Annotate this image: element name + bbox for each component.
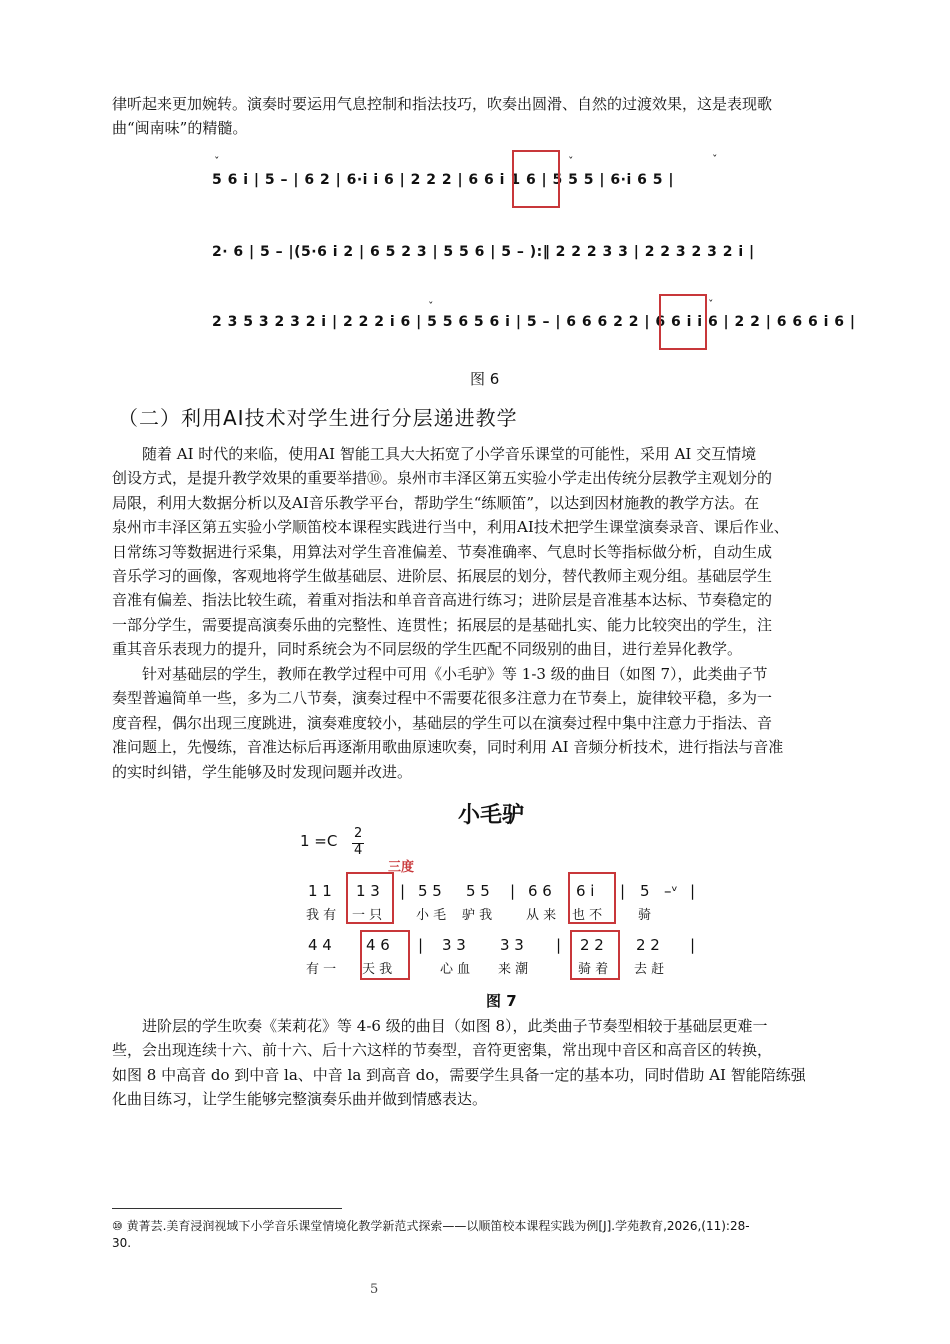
note-group: 2 2: [580, 936, 604, 954]
bar-line: |: [556, 936, 562, 954]
text-line: 一部分学生，需要提高演奏乐曲的完整性、连贯性；拓展层的是基础扎实、能力比较突出的学生，注: [112, 615, 773, 634]
lyric: 去 赶: [634, 962, 665, 977]
lyric: 来 潮: [498, 962, 529, 977]
text-line: 音乐学习的画像，客观地将学生做基础层、进阶层、拓展层的划分，替代教师主观分组。基础层学生: [112, 567, 773, 586]
note-group: 1 3: [356, 882, 380, 900]
section-heading: （二）利用AI技术对学生进行分层递进教学: [118, 406, 518, 430]
interval-annotation: 三度: [388, 860, 415, 875]
lyric: 驴 我: [462, 908, 493, 923]
text-line: 进阶层的学生吹奏《茉莉花》等 4-6 级的曲目（如图 8），此类曲子节奏型相较于基础层更难一: [142, 1017, 768, 1035]
lyric: 骑: [638, 908, 652, 923]
highlight-box: [360, 930, 410, 980]
key-signature: 1 =C: [300, 832, 338, 850]
note-group: –ᵛ: [664, 882, 678, 900]
note-group: 1 1: [308, 882, 332, 900]
lyric: 小 毛: [416, 908, 447, 923]
note-group: 2 2: [636, 936, 660, 954]
text-line: 准问题上，先慢练，音准达标后再逐渐用歌曲原速吹奏，同时利用 AI 音频分析技术，进行指法与音准: [112, 738, 784, 757]
text-line: 随着 AI 时代的来临，使用AI 智能工具大大拓宽了小学音乐课堂的可能性，采用 AI 交互情境: [142, 445, 757, 463]
lyric: 心 血: [440, 962, 471, 977]
bar-line: |: [690, 936, 696, 954]
highlight-box: [659, 294, 707, 350]
footnote: [112, 1218, 862, 1252]
text-line: 些，会出现连续十六、前十六、后十六这样的节奏型，音符更密集，常出现中音区和高音区的转换，: [112, 1041, 773, 1060]
bar-line: |: [400, 882, 406, 900]
lyric: 有 一: [306, 962, 337, 977]
paragraph-1: [112, 442, 857, 662]
text-line: 度音程，偶尔出现三度跳进，演奏难度较小，基础层的学生可以在演奏过程中集中注意力于指法、音: [112, 713, 773, 732]
text-line: 创设方式，是提升教学效果的重要举措⑩。泉州市丰泽区第五实验小学走出传统分层教学主观划分的: [112, 469, 773, 488]
lyric: 骑 着: [578, 962, 609, 977]
page-number: 5: [370, 1282, 379, 1297]
figure-7-caption: 图 7: [486, 992, 517, 1010]
score-row: 5 6 i | 5 – | 6 2 | 6·i i 6 | 2 2 2 | 6 6 i 1 6 | 5 5 5 | 6·i 6 5 |: [212, 172, 674, 188]
note-group: 6 6: [528, 882, 552, 900]
score-row: 2 3 5 3 2 3 2 i | 2 2 2 i 6 | 5 5 6 5 6 i | 5 – | 6 6 6 2 2 | 6 6 i i 6 | 2 2 | 6 6 6 i 6 |: [212, 314, 856, 330]
bar-line: |: [418, 936, 424, 954]
text-line: 泉州市丰泽区第五实验小学顺笛校本课程实践进行当中，利用AI技术把学生课堂演奏录音、课后作业、: [112, 518, 789, 537]
note-group: 3 3: [500, 936, 524, 954]
text-line: 如图 8 中高音 do 到中音 la、中音 la 到高音 do，需要学生具备一定的基本功，同时借助 AI 智能陪练强: [112, 1065, 806, 1084]
lyric: 天 我: [362, 962, 393, 977]
text-line: 律听起来更加婉转。演奏时要运用气息控制和指法技巧，吹奏出圆滑、自然的过渡效果，这是表现歌: [112, 95, 773, 113]
footnote-line: 30.: [112, 1236, 132, 1250]
text-line: 针对基础层的学生，教师在教学过程中可用《小毛驴》等 1-3 级的曲目（如图 7），此类曲子节: [142, 665, 768, 683]
note-group: 3 3: [442, 936, 466, 954]
text-line: 日常练习等数据进行采集，用算法对学生音准偏差、节奏准确率、气息时长等指标做分析，自动生成: [112, 542, 773, 561]
text-line: 音准有偏差、指法比较生疏，着重对指法和单音音高进行练习；进阶层是音准基本达标、节奏稳定的: [112, 591, 773, 610]
text-line: 的实时纠错，学生能够及时发现问题并改进。: [112, 762, 413, 781]
highlight-box: [568, 872, 616, 924]
footnote-rule: [112, 1208, 342, 1209]
text-line: 化曲目练习，让学生能够完整演奏乐曲并做到情感表达。: [112, 1090, 488, 1109]
note-group: 4 6: [366, 936, 390, 954]
footnote-line: ⑩ 黄菁芸.美育浸润视域下小学音乐课堂情境化教学新范式探索——以顺笛校本课程实践为例[J].学苑教育,2026,(11):28-: [112, 1219, 750, 1233]
lyric: 我 有: [306, 908, 337, 923]
lyric: 也 不: [572, 908, 603, 923]
text-line: 曲“闽南味”的精髓。: [112, 119, 248, 138]
document-page: 律听起来更加婉转。演奏时要运用气息控制和指法技巧，吹奏出圆滑、自然的过渡效果，这是表现歌 曲“闽南味”的精髓。 ˇ ˇ ˇ 5 6 i | 5 – | 6 2 | 6·i i 6 | 2 2 2 | 6 6 i 1 6 | 5 5 5 | 6·i 6 5 | 2· 6 | 5 – |(5·6 i 2 | 6 5 2 3 | 5 5 6 | 5 – ):‖ 2 2 2 3 3 | 2 2 3 2 3 2 i | ˇ ˇ 2 3 5 3 2 3 2 i | 2 2 2 i 6 | 5 5 6 5 6 i | 5 – | 6 6 6 2 2 | 6 6 i i 6 | 2 2 | 6 6 6 i 6 | 图 6 （二）利用AI技术对学生进行分层递进教学 随着 AI 时代的来临，使用AI 智能工具大大拓宽了小学音乐课堂的可能性，采用 AI 交互情境 创设方式，是提升教学效果的重要举措⑩。泉州市丰泽区第五实验小学走出传统分层教学主观划分的 局限，利用大数据分析以及AI音乐教学平台，帮助学生“练顺笛”，以达到因材施教的教学方法。在 泉州市丰泽区第五实验小学顺笛校本课程实践进行当中，利用AI技术把学生课堂演奏录音、课后作业、 日常练习等数据进行采集，用算法对学生音准偏差、节奏准确率、气息时长等指标做分析，自动生成 音乐学习的画像，客观地将学生做基础层、进阶层、拓展层的划分，替代教师主观分组。基础层学生 音准有偏差、指法比较生疏，着重对指法和单音音高进行练习；进阶层是音准基本达标、节奏稳定的 一部分学生，需要提高演奏乐曲的完整性、连贯性；拓展层的是基础扎实、能力比较突出的学生，注 重其音乐表现力的提升，同时系统会为不同层级的学生匹配不同级别的曲目，进行差异化教学。 针对基础层的学生，教师在教学过程中可用《小毛驴》等 1-3 级的曲目（如图 7），此类曲子节 奏型普遍简单一些，多为二八节奏，演奏过程中不需要花很多注意力在节奏上，旋律较平稳，多为一 度音程，偶尔出现三度跳进，演奏难度较小，基础层的学生可以在演奏过程中集中注意力于指法、音 准问题上，先慢练，音准达标后再逐渐用歌曲原速吹奏，同时利用 AI 音频分析技术，进行指法与音准 的实时纠错，学生能够及时发现问题并改进。 小毛驴 1 =C 2 4 三度 1 1 1 3 | 5 5 5 5 | 6 6 6 i | 5 –ᵛ | 我 有 一 只 小 毛 驴 我 从 来 也 不 骑 4 4 4 6 | 3 3 3 3 | 2 2 2 2 | 有 一 天 我 心 血 来 潮 骑 着 去 赶 图 7 进阶层的学生吹奏《茉莉花》等 4-6 级的曲目（如图 8），此类曲子节奏型相较于基础层更难一 些，会出现连续十六、前十六、后十六这样的节奏型，音符更密集，常出现中音区和高音区的转换， 如图 8 中高音 do 到中音 la、中音 la 到高音 do，需要学生具备一定的基本功，同时借助 AI 智能陪练强 化曲目练习，让学生能够完整演奏乐曲并做到情感表达。 ⑩ 黄菁芸.美育浸润视域下小学音乐课堂情境化教学新范式探索——以顺笛校本课程实践为例[J].学苑教育,2026,(11):28- 30. 5: [0, 0, 950, 1344]
text-line: 局限，利用大数据分析以及AI音乐教学平台，帮助学生“练顺笛”，以达到因材施教的教学方法。在: [112, 493, 760, 512]
lyric: 一 只: [352, 908, 383, 923]
highlight-box: [346, 872, 394, 924]
highlight-box: [570, 930, 620, 980]
bar-line: |: [620, 882, 626, 900]
note-group: 6 i: [576, 882, 595, 900]
score-row: 2· 6 | 5 – |(5·6 i 2 | 6 5 2 3 | 5 5 6 | 5 – ):‖ 2 2 2 3 3 | 2 2 3 2 3 2 i |: [212, 244, 755, 260]
highlight-box: [512, 150, 560, 208]
intro-paragraph: [112, 92, 857, 141]
paragraph-2: [112, 662, 857, 784]
time-signature-bottom: 4: [354, 843, 363, 858]
note-group: 5 5: [418, 882, 442, 900]
lyric: 从 来: [526, 908, 557, 923]
bar-line: |: [510, 882, 516, 900]
note-group: 4 4: [308, 936, 332, 954]
note-group: 5: [640, 882, 650, 900]
bar-line: |: [690, 882, 696, 900]
paragraph-3: [112, 1014, 857, 1112]
text-line: 重其音乐表现力的提升，同时系统会为不同层级的学生匹配不同级别的曲目，进行差异化教学。: [112, 640, 743, 659]
figure-6-caption: 图 6: [470, 370, 500, 388]
time-signature-top: 2: [354, 826, 363, 841]
text-line: 奏型普遍简单一些，多为二八节奏，演奏过程中不需要花很多注意力在节奏上，旋律较平稳，多为一: [112, 689, 773, 708]
note-group: 5 5: [466, 882, 490, 900]
song-title: 小毛驴: [458, 803, 525, 828]
